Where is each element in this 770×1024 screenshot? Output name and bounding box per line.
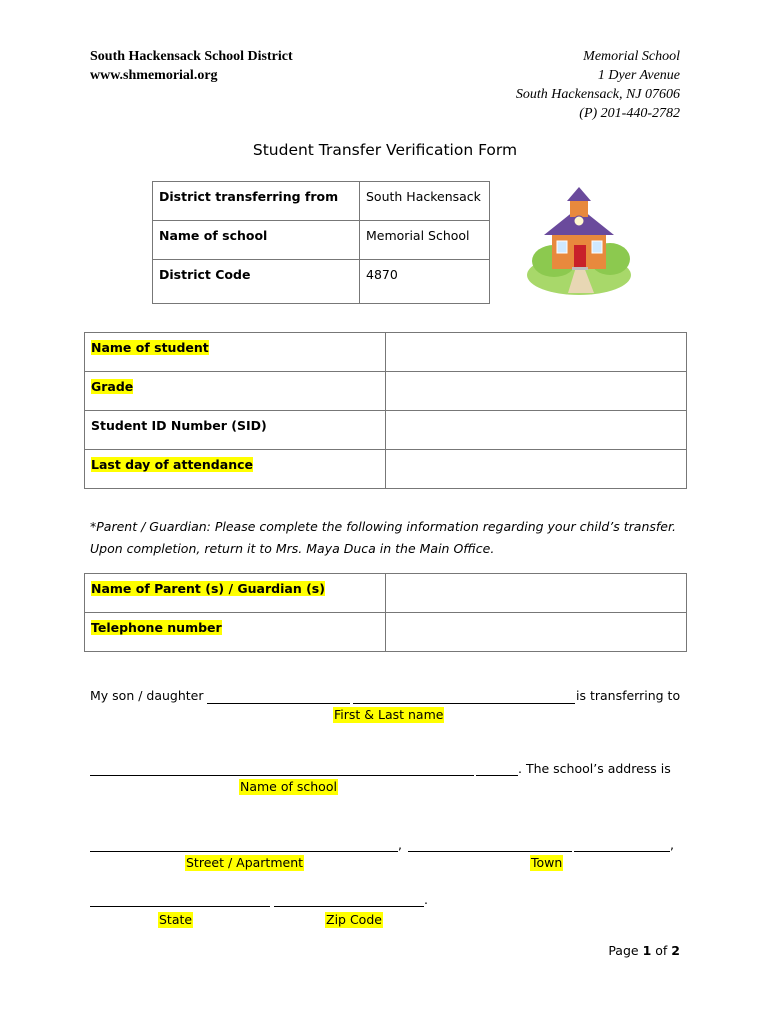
- district-code-label: District Code: [153, 260, 360, 304]
- table-row: [85, 372, 687, 411]
- town-line[interactable]: [408, 851, 572, 852]
- last-day-field[interactable]: [386, 450, 687, 489]
- school-address-intro: . The school’s address is: [518, 761, 671, 776]
- name-label: First & Last name: [334, 707, 444, 722]
- sid-field[interactable]: [386, 411, 687, 450]
- school-name-line-end[interactable]: [476, 775, 518, 776]
- town-comma: ,: [670, 837, 674, 852]
- school-name-label: Name of school: [153, 221, 360, 260]
- page-word: Page: [608, 943, 639, 958]
- student-name-label: Name of student: [91, 340, 209, 355]
- transfer-prefix: My son / daughter: [90, 688, 204, 703]
- school-phone: (P) 201-440-2782: [579, 106, 680, 121]
- table-row: [153, 221, 490, 260]
- district-website: www.shmemorial.org: [90, 68, 218, 83]
- student-name-field[interactable]: [386, 333, 687, 372]
- instructions: [90, 516, 676, 560]
- schoolhouse-icon: [524, 183, 634, 298]
- school-label: Name of school: [240, 779, 337, 794]
- table-row: [85, 574, 687, 613]
- grade-cell: [85, 372, 386, 411]
- town-label: Town: [531, 855, 563, 870]
- school-street: 1 Dyer Avenue: [597, 68, 680, 83]
- parent-name-cell: [85, 574, 386, 613]
- district-code-value: 4870: [360, 260, 490, 304]
- last-name-line[interactable]: [353, 703, 575, 704]
- last-day-label: Last day of attendance: [91, 457, 253, 472]
- district-from-value: South Hackensack: [360, 182, 490, 221]
- table-row: [85, 450, 687, 489]
- zip-line[interactable]: [274, 906, 424, 907]
- student-name-cell: [85, 333, 386, 372]
- transfer-suffix: is transferring to: [576, 688, 681, 703]
- of-word: of: [655, 943, 668, 958]
- telephone-label: Telephone number: [91, 620, 222, 635]
- school-address-block: [516, 47, 680, 123]
- sid-label: Student ID Number (SID): [85, 411, 386, 450]
- zip-label: Zip Code: [326, 912, 382, 927]
- grade-field[interactable]: [386, 372, 687, 411]
- page-number: [608, 943, 680, 958]
- school-name: Memorial School: [583, 49, 680, 64]
- table-row: [85, 333, 687, 372]
- zip-period: .: [424, 892, 428, 907]
- telephone-field[interactable]: [386, 613, 687, 652]
- first-name-line[interactable]: [207, 703, 350, 704]
- street-comma: ,: [398, 837, 402, 852]
- parent-name-label: Name of Parent (s) / Guardian (s): [91, 581, 325, 596]
- district-name: South Hackensack School District: [90, 49, 293, 64]
- school-city: South Hackensack, NJ 07606: [515, 87, 680, 102]
- state-line[interactable]: [90, 906, 270, 907]
- parent-name-field[interactable]: [386, 574, 687, 613]
- street-line[interactable]: [90, 851, 398, 852]
- town-line-end[interactable]: [574, 851, 670, 852]
- table-row: [153, 182, 490, 221]
- school-name-value: Memorial School: [360, 221, 490, 260]
- district-header: [90, 47, 293, 85]
- district-table: [152, 181, 490, 304]
- state-label: State: [159, 912, 193, 927]
- last-day-cell: [85, 450, 386, 489]
- table-row: [153, 260, 490, 304]
- table-row: [85, 613, 687, 652]
- district-from-label: District transferring from: [153, 182, 360, 221]
- page-total: 2: [671, 943, 680, 958]
- school-name-line[interactable]: [90, 775, 474, 776]
- parent-table: [84, 573, 687, 652]
- table-row: [85, 411, 687, 450]
- student-table: [84, 332, 687, 489]
- street-label: Street / Apartment: [186, 855, 304, 870]
- instructions-line-1: *Parent / Guardian: Please complete the following information regarding your child’s transfer.: [90, 519, 676, 534]
- page-current: 1: [642, 943, 652, 958]
- instructions-line-2: Upon completion, return it to Mrs. Maya Duca in the Main Office.: [90, 541, 495, 556]
- telephone-cell: [85, 613, 386, 652]
- grade-label: Grade: [91, 379, 134, 394]
- form-title: Student Transfer Verification Form: [252, 141, 518, 159]
